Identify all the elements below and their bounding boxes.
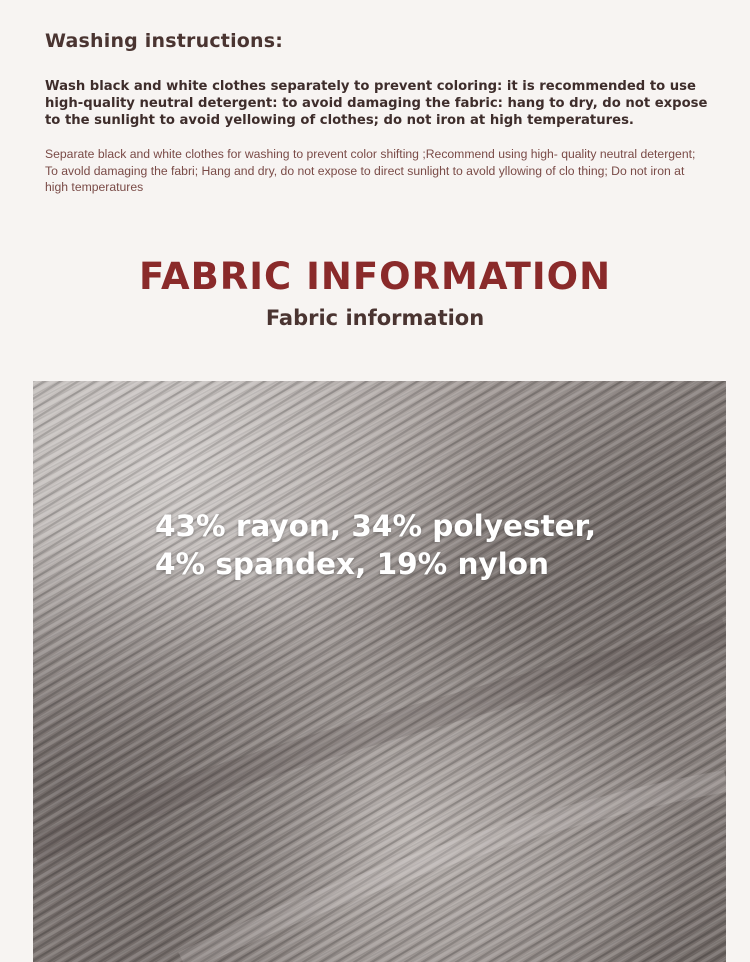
ribbed-knit-texture [33, 381, 726, 962]
washing-instructions-secondary-text: Separate black and white clothes for washing to prevent color shifting ;Recommend using high- quality neutral detergent; To avold damaging the fabri; Hang and dry, do not expose to direct sunlight to avold yllowing of clo thing; Do not iron at high temperatures [45, 147, 696, 194]
fabric-composition-line-1: 43% rayon, 34% polyester, [155, 509, 597, 543]
fabric-texture-image [33, 381, 726, 962]
fabric-information-subheading: Fabric information [265, 306, 485, 330]
washing-instructions-title: Washing instructions: [45, 30, 284, 52]
fabric-composition-line-2: 4% spandex, 19% nylon [155, 547, 550, 581]
washing-instructions-text: Wash black and white clothes separately to prevent coloring: it is recommended to use high-quality neutral detergent: to avoid damaging the fabric: hang to dry, do not expose to the sunlight to avoid yellowing of clothes; do not iron at high temperatures. [45, 79, 708, 128]
fabric-information-heading: FABRIC INFORMATION [138, 255, 612, 298]
fabric-composition [155, 507, 596, 583]
washing-instructions-section [45, 30, 708, 194]
